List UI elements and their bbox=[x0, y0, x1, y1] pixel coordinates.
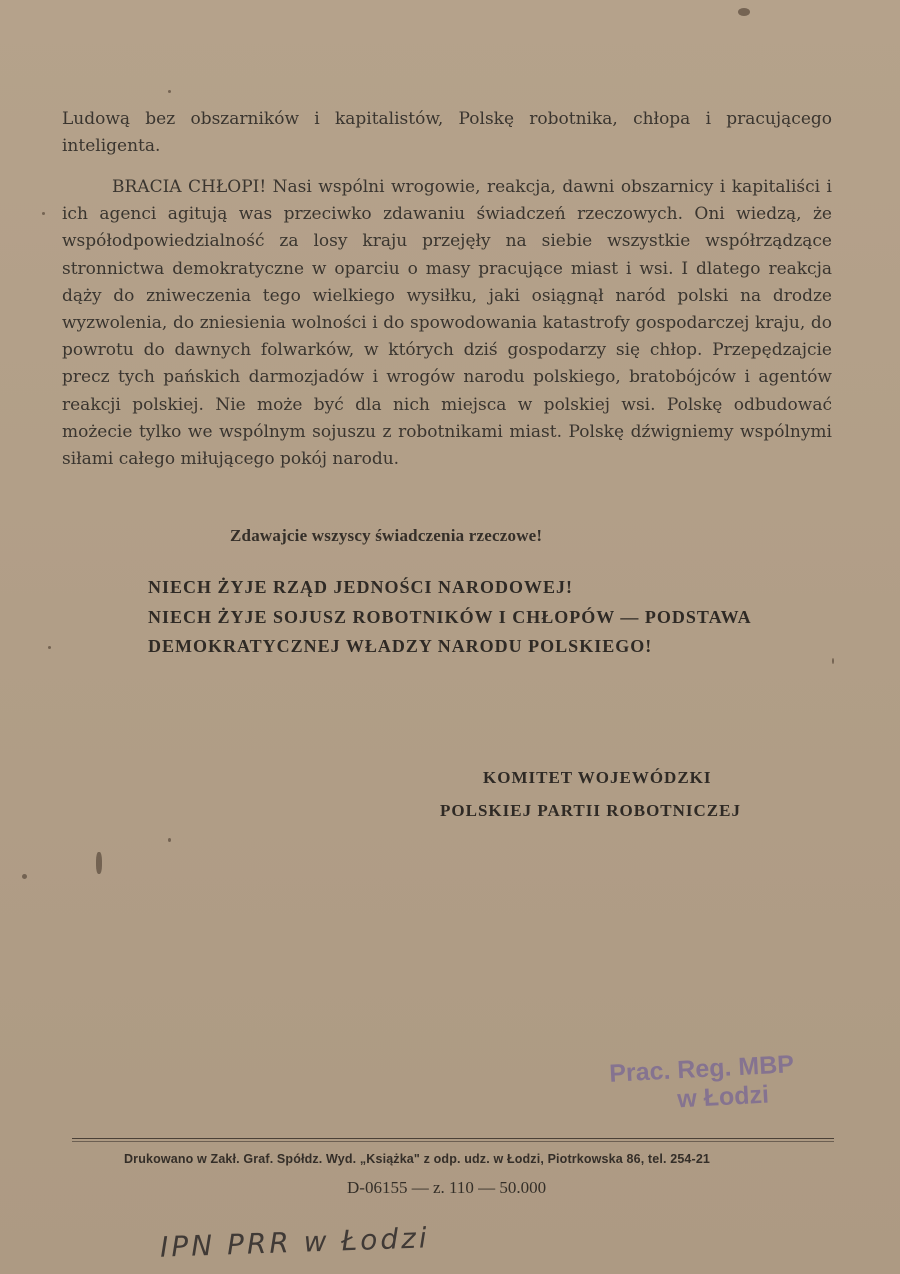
paper-speck bbox=[48, 646, 51, 649]
printer-imprint: Drukowano w Zakł. Graf. Spółdz. Wyd. „Książka" z odp. udz. w Łodzi, Piotrkowska 86, tel. 254-21 bbox=[124, 1152, 711, 1166]
paper-speck bbox=[168, 90, 171, 93]
paper-speck bbox=[22, 874, 27, 879]
footer-rule-secondary bbox=[72, 1141, 834, 1142]
footer-rule bbox=[72, 1138, 834, 1139]
stamp-line-2: w Łodzi bbox=[676, 1080, 770, 1114]
paper-speck bbox=[96, 852, 102, 874]
paragraph-appeal bbox=[62, 174, 832, 473]
slogan-deliveries: Zdawajcie wszyscy świadczenia rzeczowe! bbox=[230, 526, 543, 545]
slogan-alliance-line-1: NIECH ŻYJE SOJUSZ ROBOTNIKÓW I CHŁOPÓW — PODSTAWA bbox=[148, 607, 752, 627]
paper-speck bbox=[738, 8, 750, 16]
slogan-alliance-line-2: DEMOKRATYCZNEJ WŁADZY NARODU POLSKIEGO! bbox=[148, 636, 653, 656]
paper-speck bbox=[832, 658, 834, 664]
print-code: D-06155 — z. 110 — 50.000 bbox=[347, 1178, 547, 1197]
paper-speck bbox=[168, 838, 171, 842]
paragraph-appeal-text: BRACIA CHŁOPI! Nasi wspólni wrogowie, reakcja, dawni obszarnicy i kapitaliści i ich agenci agitują was przeciwko zdawaniu świadczeń rzeczowych. Oni wiedzą, że współodpowiedzialność za losy kraju przejęły na siebie wszystkie współrządzące stronnictwa demokratyczne w oparciu o masy pracujące miast i wsi. I dlatego reakcja dąży do zniweczenia tego wielkiego wysiłku, jaki osiągnął naród polski na drodze wyzwolenia, do zniesienia wolności i do spowodowania katastrofy gospodarczej kraju, do powrotu do dawnych folwarków, w których dziś gospodarzy się chłop. Przepędzajcie precz tych pańskich darmozjadów i wrogów narodu polskiego, bratobójców i agentów reakcji polskiej. Nie może być dla nich miejsca w polskiej wsi. Polskę odbudować możecie tylko we wspólnym sojuszu z robotnikami miast. Polskę dźwigniemy wspólnymi siłami całego miłującego pokój narodu. bbox=[62, 177, 832, 470]
stamp-line-1: Prac. Reg. MBP bbox=[608, 1050, 795, 1088]
handwritten-archive-note: IPN PRR w Łodzi bbox=[159, 1221, 431, 1264]
signature-party: POLSKIEJ PARTII ROBOTNICZEJ bbox=[440, 801, 741, 820]
registry-stamp bbox=[609, 1050, 797, 1118]
signature-committee: KOMITET WOJEWÓDZKI bbox=[483, 768, 712, 787]
paragraph-continuation: Ludową bez obszarników i kapitalistów, Polskę robotnika, chłopa i pracującego inteligenta. bbox=[62, 109, 832, 157]
paper-speck bbox=[42, 212, 45, 215]
slogan-government: NIECH ŻYJE RZĄD JEDNOŚCI NARODOWEJ! bbox=[148, 577, 574, 597]
